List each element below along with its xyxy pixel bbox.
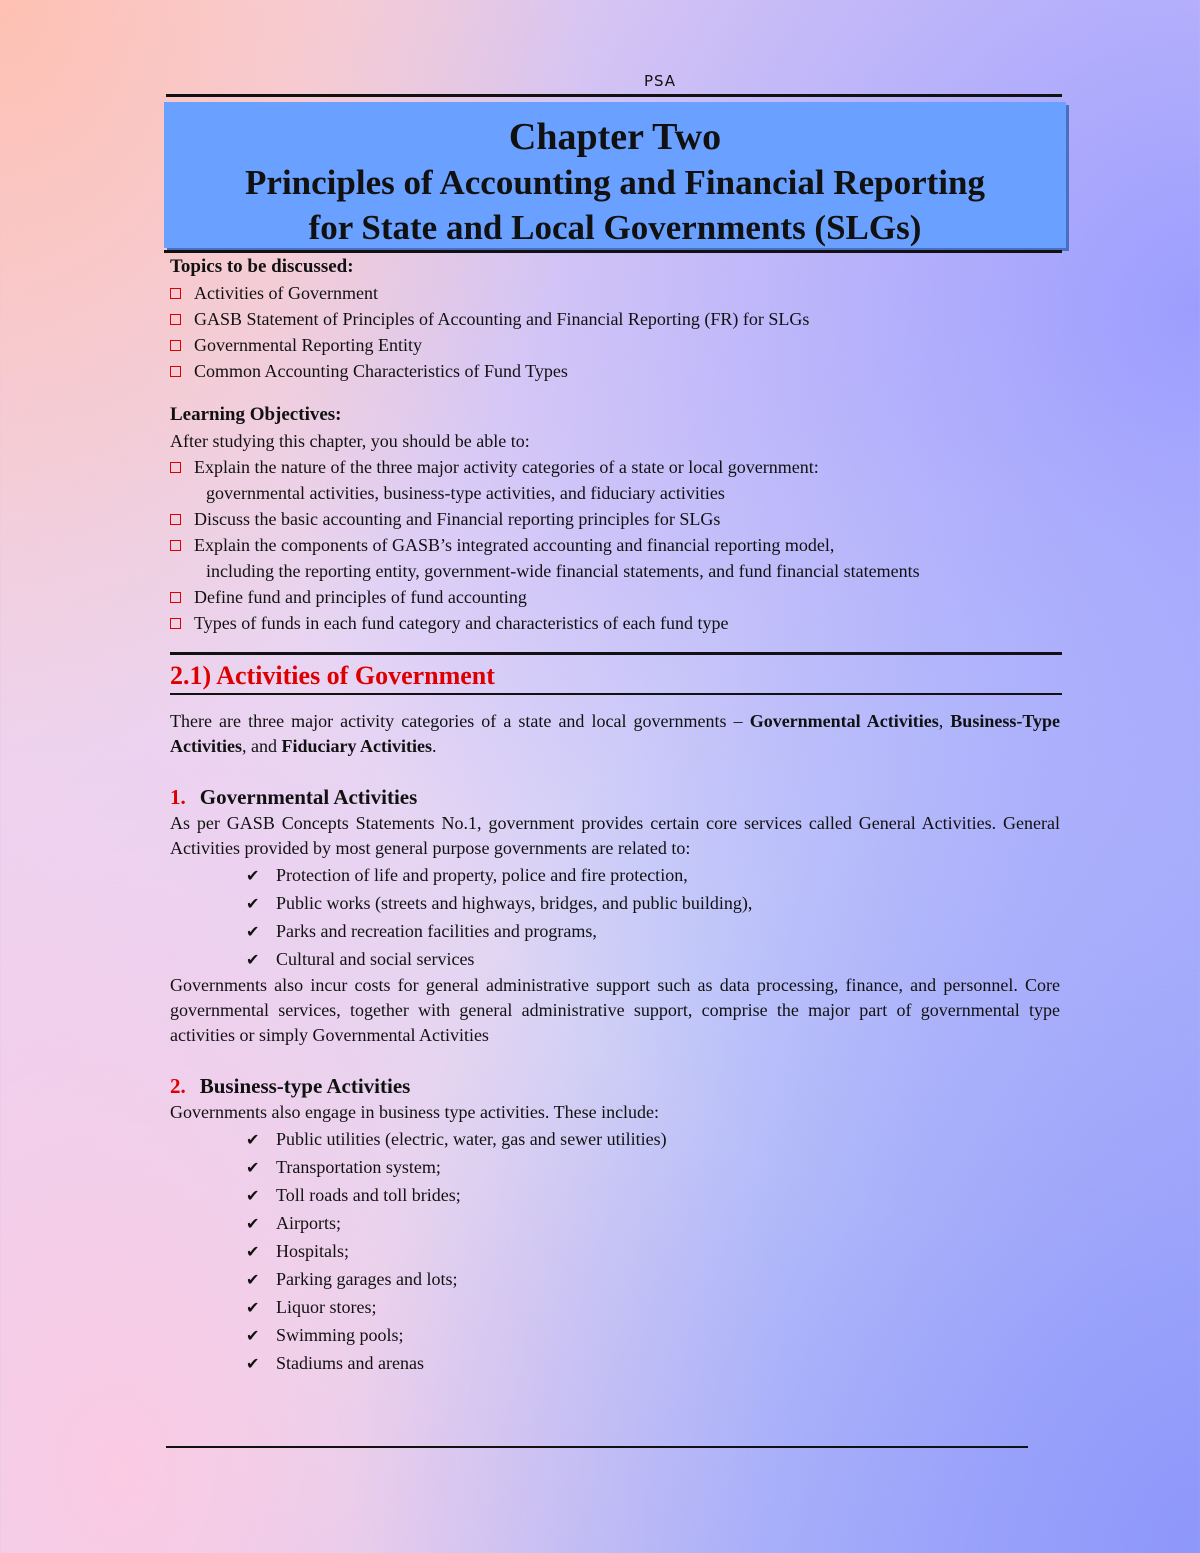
list-item: Define fund and principles of fund accounting [170, 584, 1060, 610]
checkmark-icon: ✔ [246, 922, 260, 941]
header-label: PSA [643, 72, 677, 90]
square-bullet-icon [170, 592, 181, 603]
section-intro: There are three major activity categories of a state and local governments – Governmental Activities, Business-Type Activities, and Fiduciary Activities. [170, 711, 1060, 756]
business-list [170, 1125, 1060, 1377]
list-item: ✔ Swimming pools; [246, 1321, 1060, 1349]
list-item: ✔ Parking garages and lots; [246, 1265, 1060, 1293]
checkmark-icon: ✔ [246, 1326, 260, 1345]
list-item: ✔ Parks and recreation facilities and programs, [246, 917, 1060, 945]
list-item: ✔ Transportation system; [246, 1153, 1060, 1181]
checkmark-icon: ✔ [246, 1214, 260, 1233]
list-item: ✔ Liquor stores; [246, 1293, 1060, 1321]
chapter-subtitle-line2: for State and Local Governments (SLGs) [308, 208, 922, 247]
square-bullet-icon [170, 540, 181, 551]
list-item: Activities of Government [170, 280, 1060, 306]
square-bullet-icon [170, 618, 181, 629]
square-bullet-icon [170, 514, 181, 525]
chapter-subtitle-line1: Principles of Accounting and Financial Reporting [245, 163, 985, 202]
topics-list [170, 280, 1060, 384]
chapter-title: Chapter Two [508, 116, 722, 158]
topics-heading: Topics to be discussed: [170, 256, 354, 277]
list-item: ✔ Toll roads and toll brides; [246, 1181, 1060, 1209]
checkmark-icon: ✔ [246, 1186, 260, 1205]
list-item: ✔ Airports; [246, 1209, 1060, 1237]
checkmark-icon: ✔ [246, 1242, 260, 1261]
checkmark-icon: ✔ [246, 950, 260, 969]
list-item: Common Accounting Characteristics of Fund Types [170, 358, 1060, 384]
square-bullet-icon [170, 340, 181, 351]
checkmark-icon: ✔ [246, 1270, 260, 1289]
checkmark-icon: ✔ [246, 1158, 260, 1177]
list-item: ✔ Public utilities (electric, water, gas and sewer utilities) [246, 1125, 1060, 1153]
checkmark-icon: ✔ [246, 1130, 260, 1149]
governmental-para1: As per GASB Concepts Statements No.1, government provides certain core services called General Activities. General Activities provided by most general purpose governments are related to: [170, 813, 1060, 858]
objectives-intro: After studying this chapter, you should be able to: [170, 431, 530, 451]
objectives-heading: Learning Objectives: [170, 404, 342, 425]
square-bullet-icon [170, 366, 181, 377]
list-item: ✔ Cultural and social services [246, 945, 1060, 973]
list-item: ✔ Stadiums and arenas [246, 1349, 1060, 1377]
checkmark-icon: ✔ [246, 894, 260, 913]
business-heading: 2. Business-type Activities [170, 1074, 411, 1098]
top-rule [166, 94, 1062, 97]
business-para1: Governments also engage in business type activities. These include: [170, 1102, 660, 1122]
list-item: Governmental Reporting Entity [170, 332, 1060, 358]
list-item: Types of funds in each fund category and characteristics of each fund type [170, 610, 1060, 636]
checkmark-icon: ✔ [246, 1298, 260, 1317]
section-rule-top [170, 652, 1062, 655]
list-item: Explain the nature of the three major activity categories of a state or local government: governmental activities, business-type activities, and fiduciary activities [170, 454, 1060, 506]
governmental-list [170, 861, 1060, 973]
governmental-para2: Governments also incur costs for general administrative support such as data processing, finance, and personnel. Core governmental services, together with general administrative support, comprise the major part of governmental type activities or simply Governmental Activities [170, 975, 1060, 1045]
checkmark-icon: ✔ [246, 1354, 260, 1373]
section-rule-bottom [170, 693, 1062, 695]
checkmark-icon: ✔ [246, 866, 260, 885]
footer-rule [166, 1446, 1028, 1448]
square-bullet-icon [170, 462, 181, 473]
title-bottom-rule [164, 250, 1062, 253]
objectives-list [170, 454, 1060, 636]
list-item: ✔ Public works (streets and highways, bridges, and public building), [246, 889, 1060, 917]
list-item: Discuss the basic accounting and Financial reporting principles for SLGs [170, 506, 1060, 532]
list-item: Explain the components of GASB’s integrated accounting and financial reporting model, including the reporting entity, government-wide financial statements, and fund financial statements [170, 532, 1060, 584]
section-title: 2.1) Activities of Government [170, 661, 495, 690]
content [170, 254, 1060, 1377]
chapter-title-box [164, 102, 1066, 248]
square-bullet-icon [170, 314, 181, 325]
governmental-heading: 1. Governmental Activities [170, 785, 418, 809]
square-bullet-icon [170, 288, 181, 299]
list-item: ✔ Hospitals; [246, 1237, 1060, 1265]
list-item: ✔ Protection of life and property, police and fire protection, [246, 861, 1060, 889]
list-item: GASB Statement of Principles of Accounting and Financial Reporting (FR) for SLGs [170, 306, 1060, 332]
